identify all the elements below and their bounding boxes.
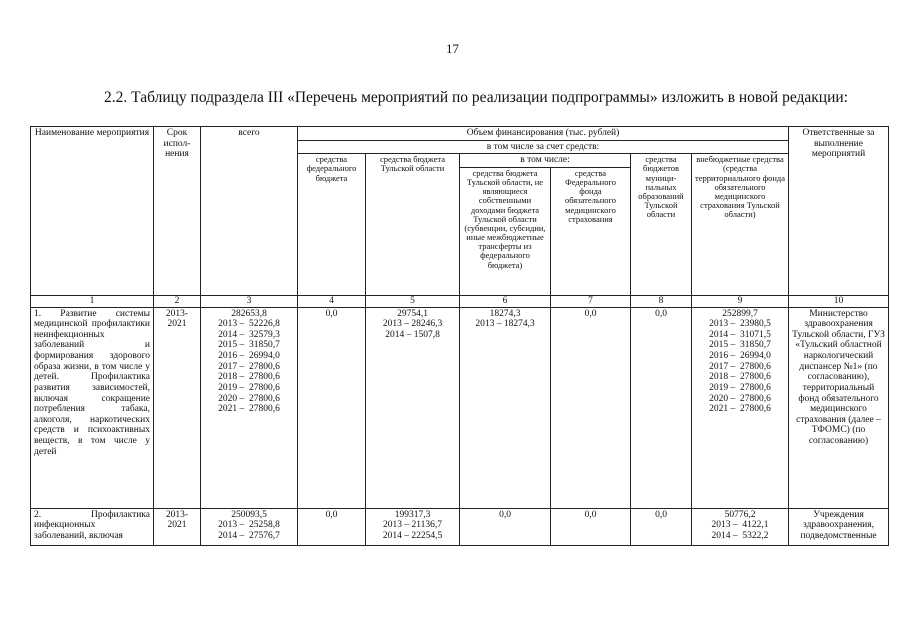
measure-federal: 0,0: [298, 508, 366, 545]
measures-table: [30, 126, 889, 546]
header-federal: средства федерального бюджета: [298, 154, 366, 296]
measure-municipal: 0,0: [631, 508, 692, 545]
header-responsible: Ответственные за выполнение мероприятий: [789, 127, 889, 296]
col-number: 2: [154, 295, 201, 307]
measure-ffoms: 0,0: [551, 307, 631, 508]
measure-ffoms: 0,0: [551, 508, 631, 545]
measure-federal: 0,0: [298, 307, 366, 508]
measure-term: 2013- 2021: [154, 508, 201, 545]
col-number: 10: [789, 295, 889, 307]
column-numbers-row: [31, 295, 889, 307]
col-number: 4: [298, 295, 366, 307]
table-row: [31, 307, 889, 508]
header-ffoms: средства Федерального фонда обязательного медицинского страхования: [551, 167, 631, 295]
measure-regional-own: 0,0: [460, 508, 551, 545]
page-number: 17: [446, 41, 459, 56]
measure-regional: 199317,3 2013 – 21136,7 2014 – 22254,5: [366, 508, 460, 545]
header-of-which: в том числе:: [460, 154, 631, 168]
table-row: [31, 508, 889, 545]
measure-total: 250093,5 2013 – 25258,8 2014 – 27576,7: [201, 508, 298, 545]
header-regional: средства бюджета Тульской области: [366, 154, 460, 296]
col-number: 7: [551, 295, 631, 307]
header-name: Наименование мероприятия: [31, 127, 154, 296]
col-number: 8: [631, 295, 692, 307]
measure-regional: 29754,1 2013 – 28246,3 2014 – 1507,8: [366, 307, 460, 508]
col-number: 6: [460, 295, 551, 307]
header-offbudget: внебюджетные средства (средства территориального фонда обязательного медицинского страхования Тульской области): [692, 154, 789, 296]
header-total: всего: [201, 127, 298, 296]
col-number: 3: [201, 295, 298, 307]
header-row-1: [31, 127, 889, 141]
measure-offbudget: 252899,7 2013 – 23980,5 2014 – 31071,5 2015 – 31850,7 2016 – 26994,0 2017 – 27800,6 2018 – 27800,6 2019 – 27800,6 2020 – 27800,6 2021 – 27800,6: [692, 307, 789, 508]
header-municipal: средства бюджетов муници-пальных образований Тульской области: [631, 154, 692, 296]
col-number: 1: [31, 295, 154, 307]
measure-total: 282653,8 2013 – 52226,8 2014 – 32579,3 2015 – 31850,7 2016 – 26994,0 2017 – 27800,6 2018 – 27800,6 2019 – 27800,6 2020 – 27800,6 2021 – 27800,6: [201, 307, 298, 508]
measure-regional-own: 18274,3 2013 – 18274,3: [460, 307, 551, 508]
header-including: в том числе за счет средств:: [298, 140, 789, 154]
header-financing: Объем финансирования (тыс. рублей): [298, 127, 789, 141]
measure-responsible: Министерство здравоохранения Тульской области, ГУЗ «Тульский областной наркологический диспансер №1» (по согласованию), территориальный фонд обязательного медицинского страхования (далее – ТФОМС) (по согласованию): [789, 307, 889, 508]
measure-name: 1. Развитие системы медицинской профилактики неинфекционных заболеваний и формирования здорового образа жизни, в том числе у детей. Профилактика развития зависимостей, включая сокращение потребления табака, алкоголя, наркотических средств и психоактивных веществ, в том числе у детей: [31, 307, 154, 508]
measure-responsible: Учреждения здравоохранения, подведомственные: [789, 508, 889, 545]
measure-municipal: 0,0: [631, 307, 692, 508]
measure-name: 2. Профилактика инфекционных заболеваний, включая: [31, 508, 154, 545]
measure-offbudget: 50776,2 2013 – 4122,1 2014 – 5322,2: [692, 508, 789, 545]
col-number: 5: [366, 295, 460, 307]
measure-term: 2013- 2021: [154, 307, 201, 508]
section-heading: 2.2. Таблицу подраздела III «Перечень мероприятий по реализации подпрограммы» изложить в новой редакции:: [104, 89, 848, 106]
col-number: 9: [692, 295, 789, 307]
header-regional-own: средства бюджета Тульской области, не являющиеся собственными доходами бюджета Тульской области (субвенции, субсидии, иные межбюджетные трансферты из федерального бюджета): [460, 167, 551, 295]
header-term: Срок испол-нения: [154, 127, 201, 296]
